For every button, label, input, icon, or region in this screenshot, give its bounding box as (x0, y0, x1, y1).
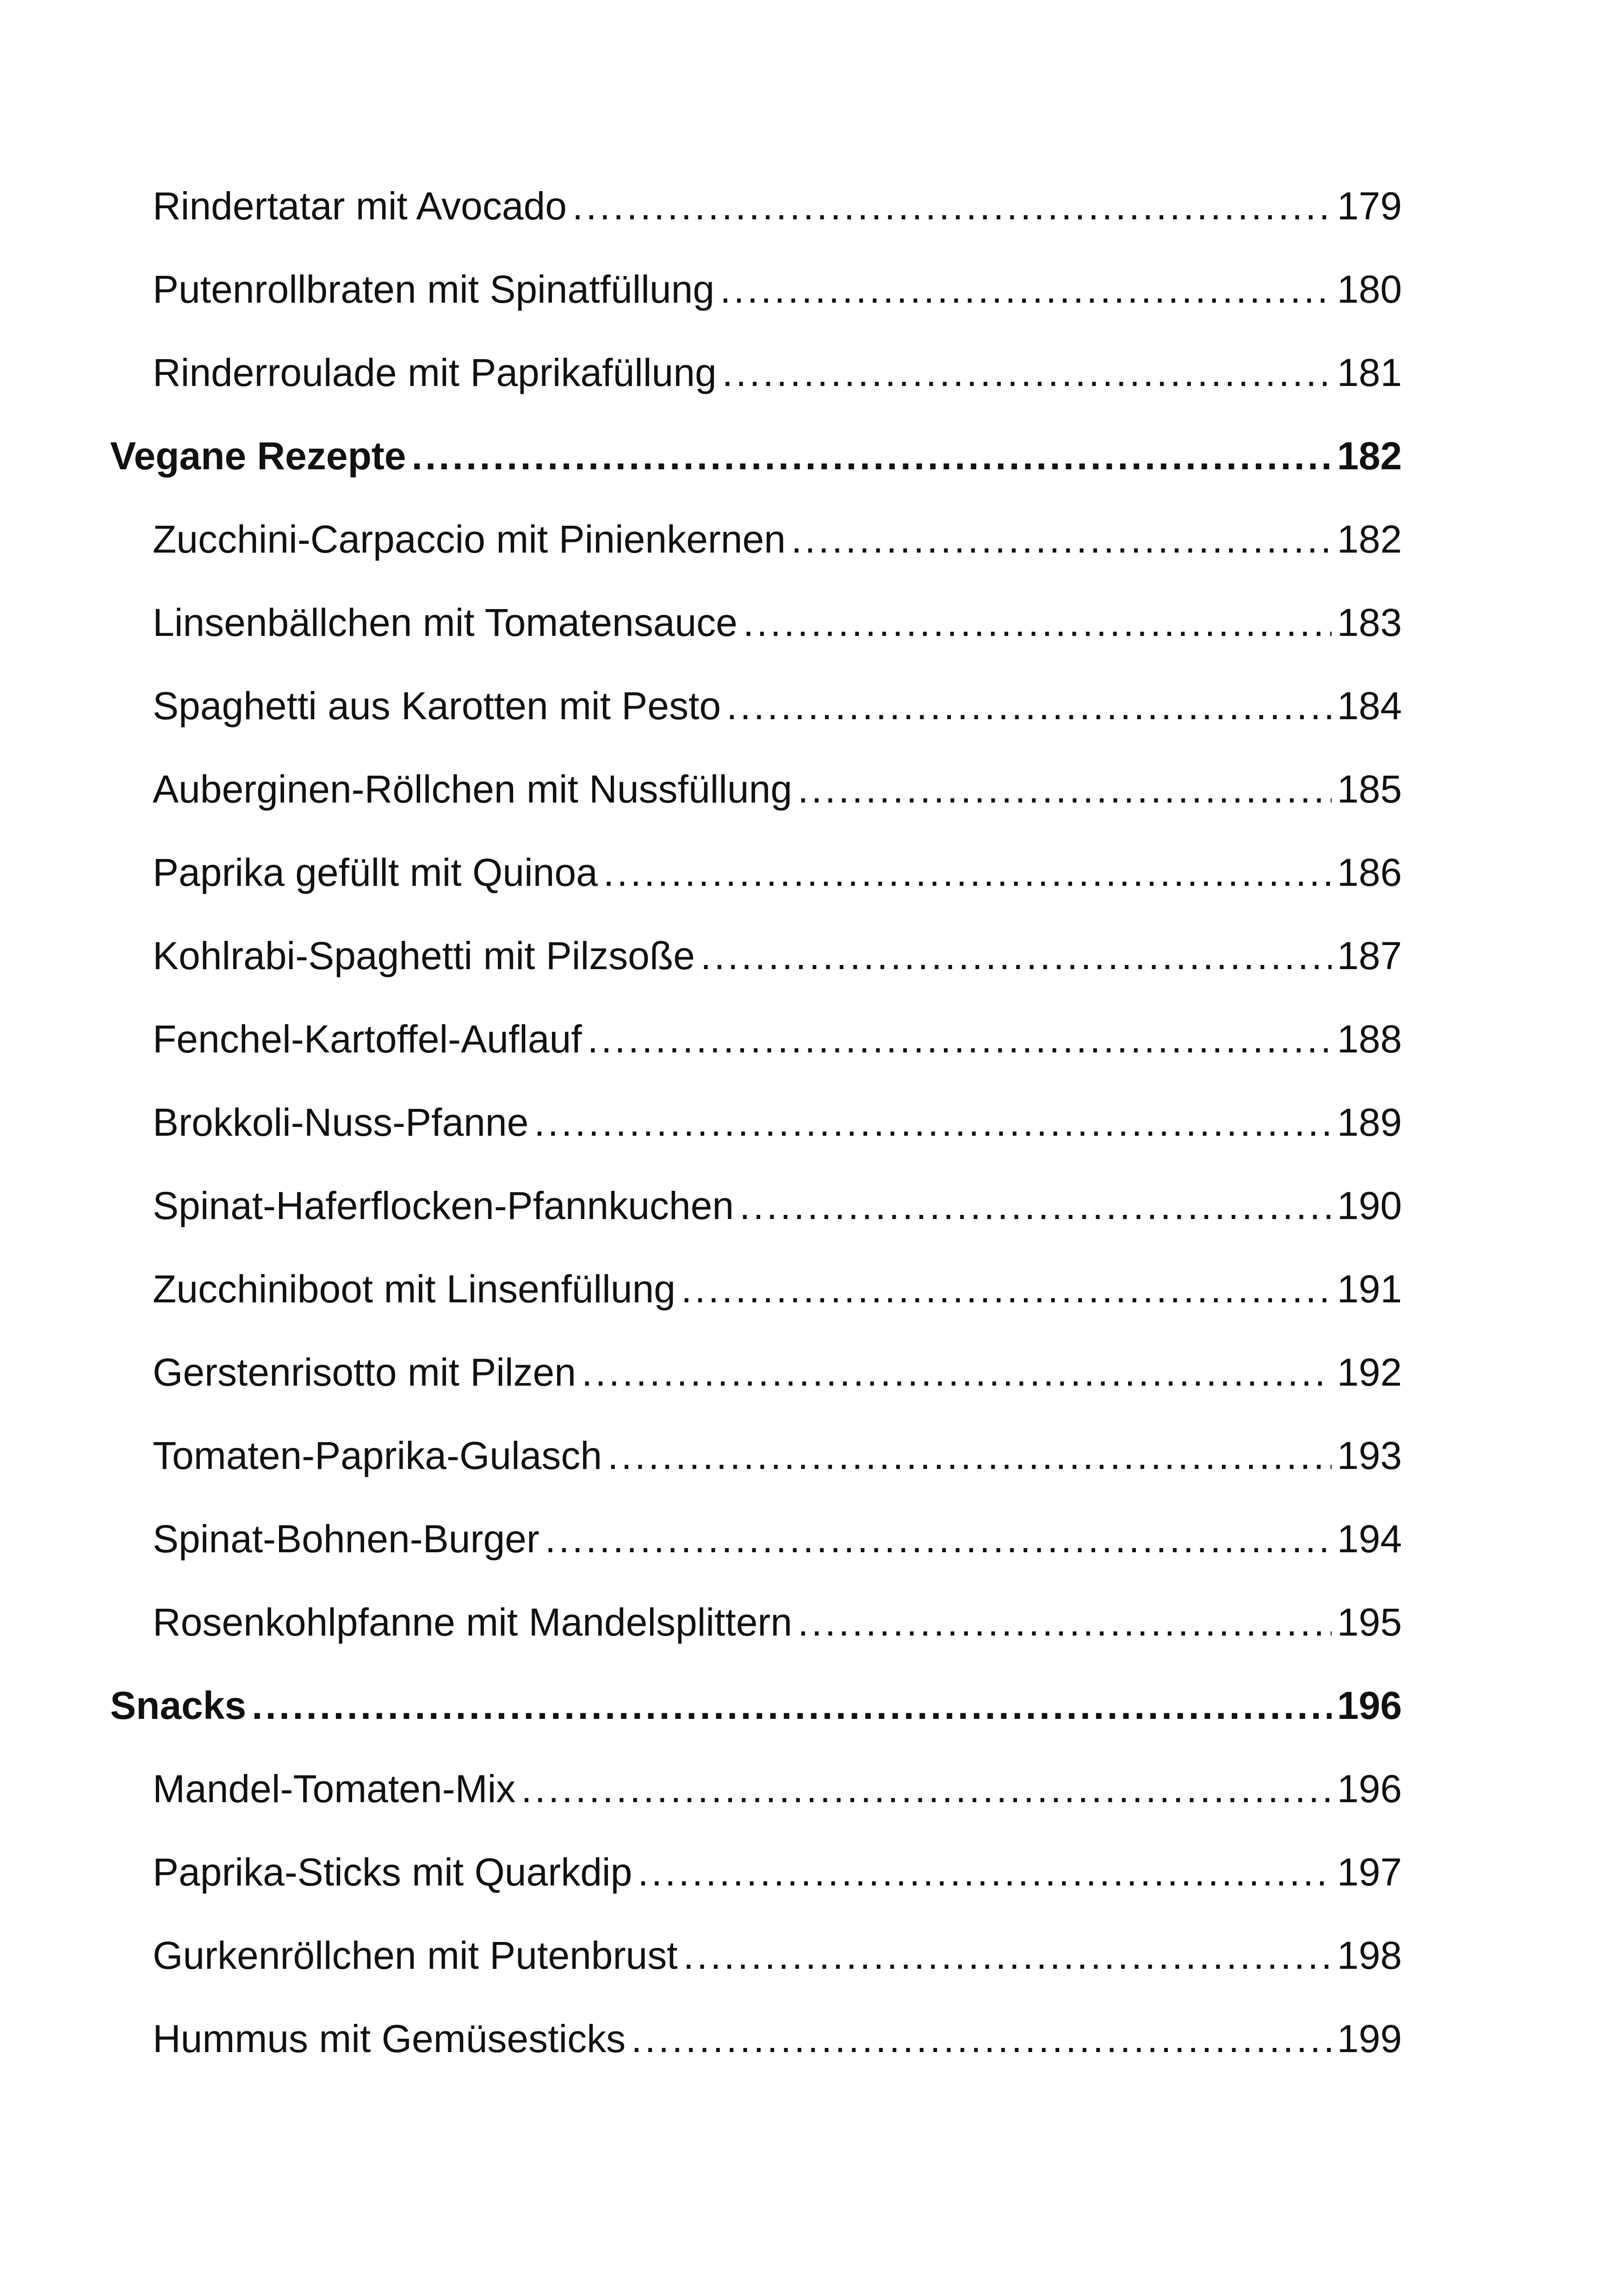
toc-page-number: 182 (1337, 517, 1402, 561)
toc-page-number: 187 (1337, 934, 1402, 977)
toc-entry-title: Mandel-Tomaten-Mix (153, 1767, 516, 1811)
toc-entry[interactable] (153, 581, 1402, 664)
toc-entry[interactable] (153, 1830, 1402, 1914)
toc-entry[interactable] (153, 498, 1402, 581)
toc-entry[interactable] (153, 248, 1402, 331)
toc-entry-title: Auberginen-Röllchen mit Nussfüllung (153, 767, 793, 811)
toc-entry[interactable] (153, 747, 1402, 831)
toc-page-number: 193 (1337, 1434, 1402, 1477)
toc-entry[interactable] (153, 1497, 1402, 1580)
toc-entry[interactable] (153, 1747, 1402, 1830)
dot-leader (603, 831, 1332, 914)
dot-leader (638, 1830, 1332, 1914)
dot-leader (720, 248, 1332, 331)
toc-entry-title: Linsenbällchen mit Tomatensauce (153, 601, 738, 644)
toc-entry-title: Zucchiniboot mit Linsenfüllung (153, 1267, 676, 1311)
toc-page-number: 181 (1337, 351, 1402, 394)
dot-leader (722, 331, 1332, 414)
dot-leader (701, 914, 1332, 997)
toc-entry-title: Tomaten-Paprika-Gulasch (153, 1434, 602, 1477)
toc-entry-title: Brokkoli-Nuss-Pfanne (153, 1101, 529, 1144)
dot-leader (791, 498, 1332, 581)
toc-page-number: 180 (1337, 268, 1402, 311)
dot-leader (798, 747, 1332, 831)
toc-entry[interactable] (153, 831, 1402, 914)
toc-entry-title: Hummus mit Gemüsesticks (153, 2017, 626, 2060)
toc-entry-title: Zucchini-Carpaccio mit Pinienkernen (153, 517, 786, 561)
toc-entry-title: Kohlrabi-Spaghetti mit Pilzsoße (153, 934, 695, 977)
dot-leader (588, 997, 1332, 1081)
dot-leader (545, 1497, 1332, 1580)
toc-entry-title: Paprika gefüllt mit Quinoa (153, 851, 598, 894)
toc-page-number: 192 (1337, 1350, 1402, 1394)
toc-entry-title: Spinat-Haferflocken-Pfannkuchen (153, 1184, 734, 1227)
toc-page-number: 183 (1337, 601, 1402, 644)
toc-entry-title: Spinat-Bohnen-Burger (153, 1517, 539, 1561)
dot-leader (252, 1664, 1332, 1747)
dot-leader (739, 1164, 1332, 1247)
toc-entry-title: Rinderroulade mit Paprikafüllung (153, 351, 717, 394)
toc-entry[interactable] (153, 1580, 1402, 1664)
toc-page-number: 182 (1337, 434, 1402, 478)
toc-entry[interactable] (153, 1081, 1402, 1164)
toc-page-number: 194 (1337, 1517, 1402, 1561)
toc-entry[interactable] (153, 997, 1402, 1081)
toc-entry[interactable] (153, 1247, 1402, 1331)
dot-leader (631, 1997, 1332, 2080)
toc-section-title: Vegane Rezepte (110, 434, 406, 478)
toc-entry[interactable] (153, 164, 1402, 248)
toc-entry-title: Gurkenröllchen mit Putenbrust (153, 1934, 678, 1977)
toc-entry[interactable] (153, 914, 1402, 997)
toc-page-number: 188 (1337, 1017, 1402, 1061)
toc-page-number: 185 (1337, 767, 1402, 811)
dot-leader (534, 1081, 1332, 1164)
dot-leader (608, 1414, 1332, 1497)
dot-leader (743, 581, 1332, 664)
toc-page-number: 179 (1337, 184, 1402, 228)
toc-entry[interactable] (153, 331, 1402, 414)
toc-section-heading[interactable] (110, 1664, 1402, 1747)
toc-entry[interactable] (153, 1414, 1402, 1497)
toc-entry-title: Rindertatar mit Avocado (153, 184, 567, 228)
toc-entry-title: Paprika-Sticks mit Quarkdip (153, 1850, 632, 1894)
toc-entry-title: Rosenkohlpfanne mit Mandelsplittern (153, 1600, 793, 1644)
toc-page-number: 199 (1337, 2017, 1402, 2060)
toc-page-number: 189 (1337, 1101, 1402, 1144)
toc-page-number: 184 (1337, 684, 1402, 728)
dot-leader (521, 1747, 1332, 1830)
dot-leader (582, 1331, 1332, 1414)
toc-entry[interactable] (153, 1914, 1402, 1997)
dot-leader (572, 164, 1332, 248)
toc-entry[interactable] (153, 664, 1402, 747)
toc-entry-title: Fenchel-Kartoffel-Auflauf (153, 1017, 582, 1061)
toc-page-number: 198 (1337, 1934, 1402, 1977)
toc-entry-title: Spaghetti aus Karotten mit Pesto (153, 684, 721, 728)
toc-page-number: 195 (1337, 1600, 1402, 1644)
dot-leader (798, 1580, 1332, 1664)
toc-entry[interactable] (153, 1164, 1402, 1247)
toc-page-number: 196 (1337, 1684, 1402, 1727)
toc-entry-title: Gerstenrisotto mit Pilzen (153, 1350, 576, 1394)
dot-leader (726, 664, 1332, 747)
toc-entry[interactable] (153, 1997, 1402, 2080)
toc-page-number: 191 (1337, 1267, 1402, 1311)
toc-entry-title: Putenrollbraten mit Spinatfüllung (153, 268, 715, 311)
toc-section-title: Snacks (110, 1684, 247, 1727)
dot-leader (683, 1914, 1332, 1997)
toc-page-number: 197 (1337, 1850, 1402, 1894)
toc-section-heading[interactable] (110, 414, 1402, 498)
dot-leader (412, 414, 1332, 498)
toc-page-number: 196 (1337, 1767, 1402, 1811)
dot-leader (681, 1247, 1332, 1331)
toc-page-number: 190 (1337, 1184, 1402, 1227)
toc-entry[interactable] (153, 1331, 1402, 1414)
toc-page-number: 186 (1337, 851, 1402, 894)
